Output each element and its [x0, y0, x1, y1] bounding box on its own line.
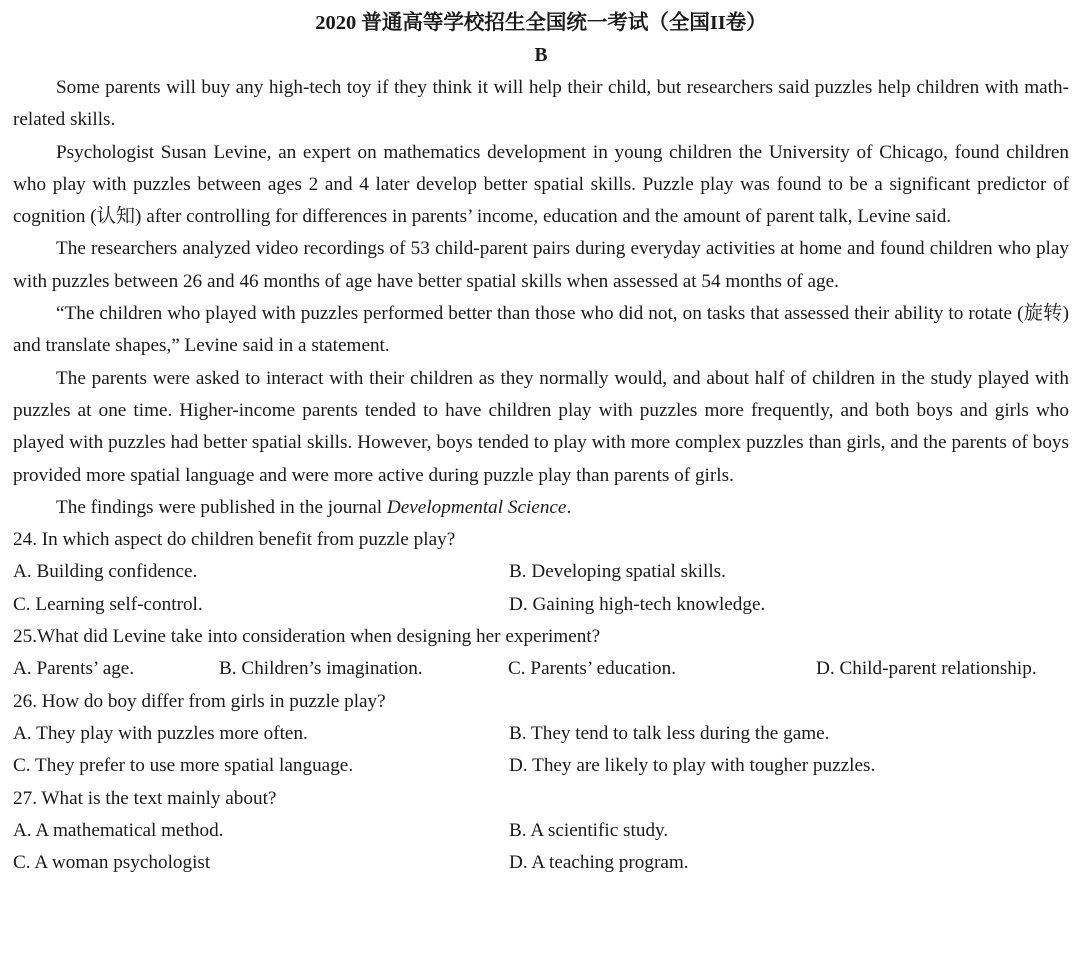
option-b: B. Developing spatial skills. — [509, 561, 726, 583]
reading-passage — [13, 72, 1069, 524]
option-d: D. They are likely to play with tougher puzzles. — [509, 755, 876, 777]
option-d: D. A teaching program. — [509, 852, 689, 874]
option-a: A. A mathematical method. — [13, 819, 224, 841]
passage-paragraph-1: Some parents will buy any high-tech toy if they think it will help their child, but researchers said puzzles help children with math-related skills. — [13, 77, 1069, 131]
passage-paragraph-4: “The children who played with puzzles performed better than those who did not, on tasks that assessed their ability to rotate (旋转) and translate shapes,” Levine said in a statement. — [13, 303, 1069, 357]
passage-paragraph-5: The parents were asked to interact with their children as they normally would, and about half of children in the study played with puzzles at one time. Higher-income parents tended to have children play with puzzles more frequently, and both boys and girls who played with puzzles had better spatial skills. However, boys tended to play with more complex puzzles than girls, and the parents of boys provided more spatial language and were more active during puzzle play than parents of girls. — [13, 367, 1069, 486]
option-c: C. Parents’ education. — [508, 658, 677, 680]
question-27 — [13, 783, 1069, 880]
option-d: D. Child-parent relationship. — [816, 658, 1037, 680]
question-stem: 25.What did Levine take into consideration when designing her experiment? — [13, 626, 601, 648]
exam-title: 2020 普通高等学校招生全国统一考试（全国II卷） — [315, 12, 767, 34]
option-a: A. They play with puzzles more often. — [13, 722, 308, 744]
option-b: B. Children’s imagination. — [219, 658, 423, 680]
answer-options — [13, 556, 1069, 621]
question-25 — [13, 621, 1069, 686]
passage-paragraph-6 — [13, 492, 1069, 524]
section-label: B — [534, 45, 548, 66]
question-stem: 27. What is the text mainly about? — [13, 787, 277, 809]
exam-page — [13, 7, 1069, 879]
option-a: A. Building confidence. — [13, 561, 198, 583]
question-stem: 24. In which aspect do children benefit from puzzle play? — [13, 529, 456, 551]
answer-options — [13, 653, 1069, 685]
answer-options — [13, 718, 1069, 783]
option-d: D. Gaining high-tech knowledge. — [509, 593, 766, 615]
passage-paragraph-2: Psychologist Susan Levine, an expert on mathematics development in young children the University of Chicago, found children who play with puzzles between ages 2 and 4 later develop better spatial skills. Puzzle play was found to be a significant predictor of cognition (认知) after controlling for differences in parents’ income, education and the amount of parent talk, Levine said. — [13, 141, 1069, 228]
question-stem: 26. How do boy differ from girls in puzzle play? — [13, 690, 386, 712]
option-b: B. They tend to talk less during the game. — [509, 722, 830, 744]
passage-paragraph-3: The researchers analyzed video recordings of 53 child-parent pairs during everyday activities at home and found children who play with puzzles between 26 and 46 months of age have better spatial skills when assessed at 54 months of age. — [13, 238, 1069, 292]
journal-name: Developmental Science — [386, 496, 567, 518]
option-b: B. A scientific study. — [509, 819, 669, 841]
answer-options — [13, 815, 1069, 880]
option-c: C. Learning self-control. — [13, 593, 203, 615]
option-c: C. A woman psychologist — [13, 852, 211, 874]
paragraph-text: The findings were published in the journal — [56, 496, 387, 518]
paragraph-text: . — [566, 496, 572, 518]
option-c: C. They prefer to use more spatial language. — [13, 755, 354, 777]
question-24 — [13, 524, 1069, 621]
option-a: A. Parents’ age. — [13, 658, 135, 680]
question-26 — [13, 686, 1069, 783]
